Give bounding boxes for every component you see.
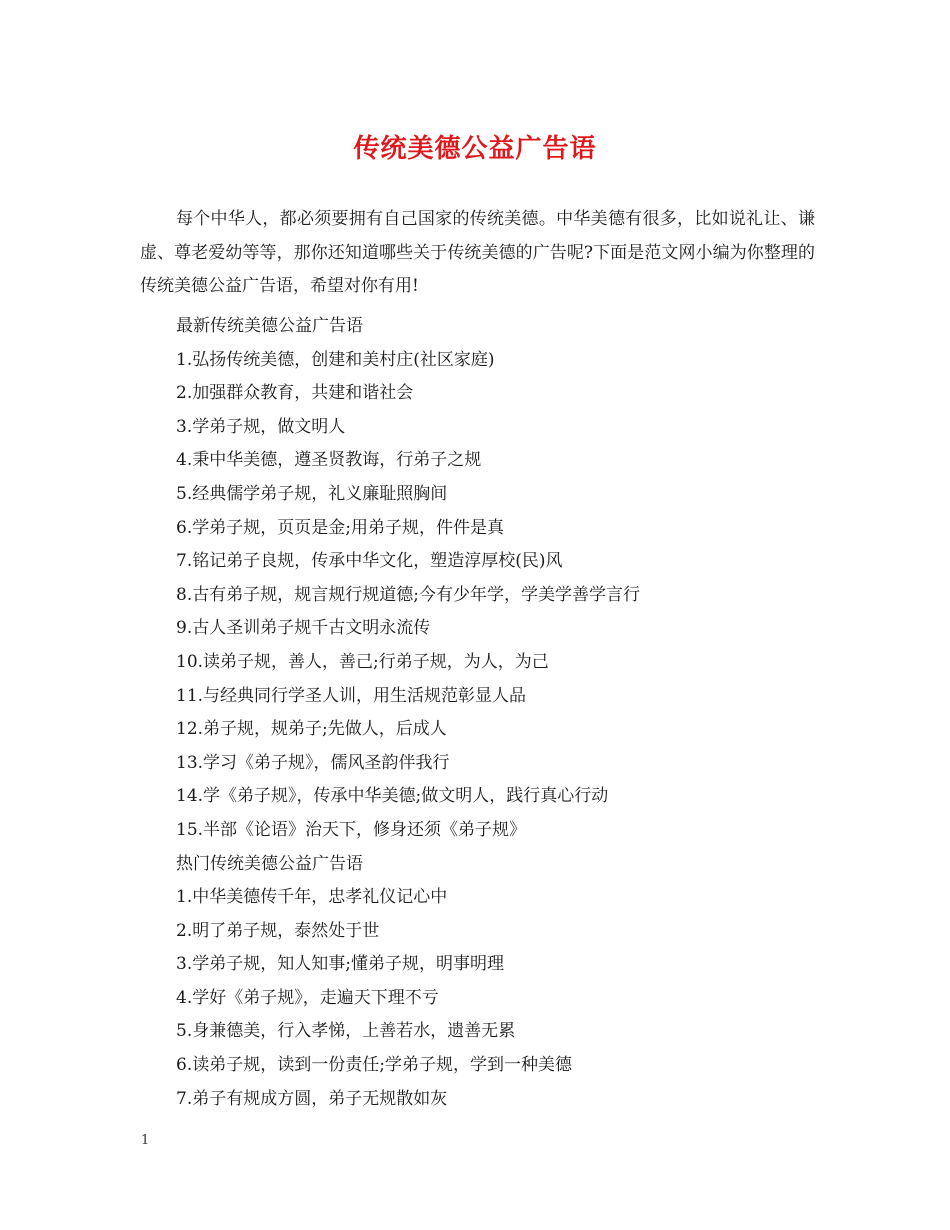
content-lines (176, 310, 816, 1116)
list-item: 8.古有弟子规，规言规行规道德;今有少年学，学美学善学言行 (176, 584, 640, 605)
list-item: 15.半部《论语》治天下，修身还须《弟子规》 (176, 819, 527, 840)
list-item: 9.古人圣训弟子规千古文明永流传 (176, 618, 431, 639)
list-item: 6.读弟子规，读到一份责任;学弟子规，学到一种美德 (176, 1055, 572, 1076)
page-title: 传统美德公益广告语 (353, 134, 597, 164)
list-item: 5.经典儒学弟子规，礼义廉耻照胸间 (176, 483, 448, 504)
list-item: 3.学弟子规，知人知事;懂弟子规，明事明理 (176, 954, 504, 975)
intro-paragraph: 每个中华人，都必须要拥有自己国家的传统美德。中华美德有很多，比如说礼让、谦虚、尊老爱幼等等，那你还知道哪些关于传统美德的广告呢?下面是范文网小编为你整理的传统美德公益广告语，希望对你有用! (140, 209, 815, 296)
list-item: 10.读弟子规，善人，善己;行弟子规，为人，为己 (176, 651, 549, 672)
list-item: 7.弟子有规成方圆，弟子无规散如灰 (176, 1088, 448, 1109)
list-item: 1.中华美德传千年，忠孝礼仪记心中 (176, 887, 448, 908)
section-heading-latest: 最新传统美德公益广告语 (176, 316, 363, 336)
list-item: 2.明了弟子规，泰然处于世 (176, 920, 380, 941)
page-number: 1 (141, 1133, 150, 1148)
list-item: 6.学弟子规，页页是金;用弟子规，件件是真 (176, 517, 504, 538)
list-item: 7.铭记弟子良规，传承中华文化，塑造淳厚校(民)风 (176, 551, 563, 572)
list-item: 14.学《弟子规》，传承中华美德;做文明人，践行真心行动 (176, 786, 609, 807)
section-heading-popular: 热门传统美德公益广告语 (176, 853, 363, 874)
list-item: 12.弟子规，规弟子;先做人，后成人 (176, 719, 447, 740)
list-item: 11.与经典同行学圣人训，用生活规范彰显人品 (176, 685, 527, 706)
list-item: 2.加强群众教育，共建和谐社会 (176, 383, 414, 404)
list-item: 3.学弟子规，做文明人 (176, 416, 346, 437)
list-item: 5.身兼德美，行入孝悌，上善若水，遗善无累 (176, 1021, 516, 1042)
list-item: 1.弘扬传统美德，创建和美村庄(社区家庭) (176, 349, 495, 370)
list-item: 4.学好《弟子规》，走遍天下理不亏 (176, 987, 439, 1008)
list-item: 13.学习《弟子规》，儒风圣韵伴我行 (176, 752, 450, 773)
list-item: 4.秉中华美德，遵圣贤教诲，行弟子之规 (176, 450, 482, 471)
